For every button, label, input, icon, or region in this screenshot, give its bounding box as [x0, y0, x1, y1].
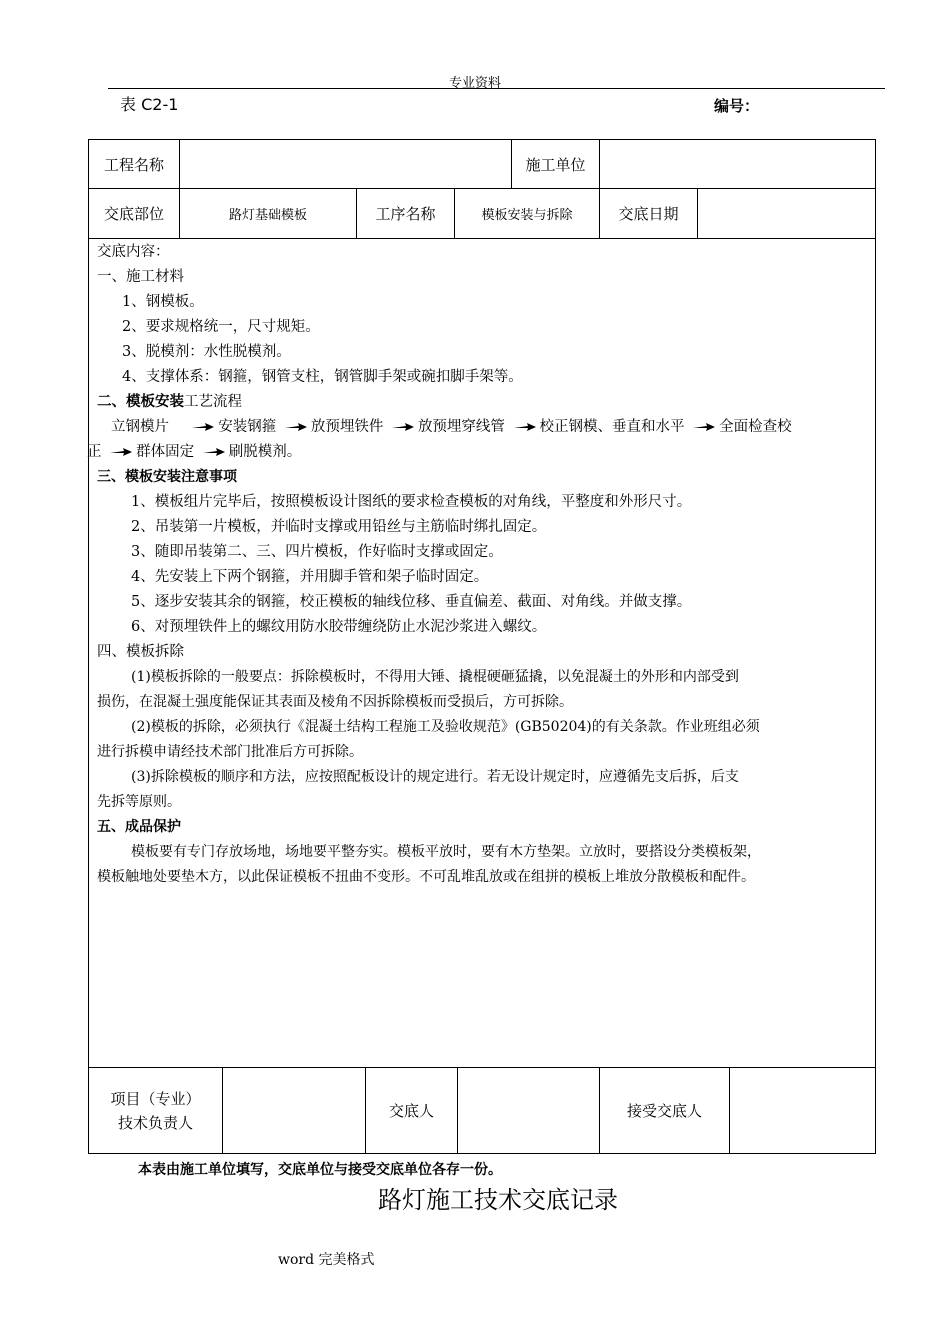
section-3-title: 三、模板安装注意事项 — [97, 469, 237, 485]
flow-step: 立钢模片 — [111, 419, 169, 435]
project-name-label: 工程名称 — [103, 155, 164, 174]
section-4-title: 四、模板拆除 — [97, 644, 184, 660]
flow-arrow-icon — [192, 422, 214, 432]
section-2-title — [89, 390, 883, 415]
flow-step: 放预埋铁件 — [310, 419, 384, 435]
discloser-label: 交底人 — [388, 1102, 434, 1120]
filing-note: 本表由施工单位填写，交底单位与接受交底单位各存一份。 — [138, 1162, 502, 1178]
section-1-title: 一、施工材料 — [97, 269, 184, 285]
removal-paragraph-3-cont: 先拆等原则。 — [97, 794, 181, 810]
serial-number-label: 编号： — [714, 97, 760, 115]
flow-arrow-icon — [693, 422, 715, 432]
section-2-title-rest: 工艺流程 — [184, 394, 242, 410]
flow-arrow-icon — [285, 422, 307, 432]
section-2-title-bold: 二、模板安装 — [97, 394, 184, 410]
flow-arrow-icon — [110, 447, 132, 457]
receiver-signature[interactable] — [730, 1068, 875, 1153]
process-flow-continued — [87, 440, 873, 465]
disclosure-form-table — [88, 139, 876, 1154]
construction-unit-field[interactable] — [600, 140, 875, 188]
flow-arrow-icon — [514, 422, 536, 432]
project-name-field[interactable] — [180, 140, 511, 188]
flow-step: 正 — [87, 444, 102, 460]
flow-step: 安装钢箍 — [218, 419, 277, 435]
flow-step: 刷脱模剂。 — [228, 444, 302, 460]
flow-arrow-icon — [392, 422, 414, 432]
install-note: 2、吊装第一片模板，并临时支撑或用铅丝与主筋临时绑扎固定。 — [131, 519, 547, 535]
construction-unit-label: 施工单位 — [525, 155, 586, 174]
technical-lead-label — [89, 1068, 222, 1153]
technical-lead-label-line1: 项目（专业） — [110, 1089, 201, 1108]
removal-paragraph-2-cont: 进行拆模申请经技术部门批准后方可拆除。 — [97, 744, 363, 760]
page-footer: word 完美格式 — [278, 1252, 375, 1268]
disclosure-date-field[interactable] — [698, 189, 875, 238]
material-item: 1、钢模板。 — [122, 294, 204, 310]
section-5-title: 五、成品保护 — [97, 819, 181, 835]
removal-paragraph-3: (3)拆除模板的顺序和方法，应按照配板设计的规定进行。若无设计规定时，应遵循先支后拆，后支 — [131, 769, 739, 785]
install-note: 5、逐步安装其余的钢箍，校正模板的轴线位移、垂直偏差、截面、对角线。并做支撑。 — [131, 594, 692, 610]
form-id: 表 C2-1 — [120, 95, 179, 114]
header-rule — [108, 88, 885, 89]
flow-step: 校正钢模、垂直和水平 — [539, 419, 685, 435]
removal-paragraph-1-cont: 损伤，在混凝土强度能保证其表面及棱角不因拆除模板而受损后，方可拆除。 — [97, 694, 573, 710]
removal-paragraph-1: (1)模板拆除的一般要点：拆除模板时，不得用大锤、撬棍硬砸猛撬，以免混凝土的外形和内部受到 — [131, 669, 739, 685]
material-item: 3、脱模剂：水性脱模剂。 — [122, 344, 291, 360]
install-note: 4、先安装上下两个钢箍，并用脚手管和架子临时固定。 — [131, 569, 489, 585]
document-title: 路灯施工技术交底记录 — [378, 1186, 618, 1214]
protection-paragraph-cont: 模板触地处要垫木方，以此保证模板不扭曲不变形。不可乱堆乱放或在组拼的模板上堆放分散模板和配件。 — [97, 869, 755, 885]
flow-step: 群体固定 — [136, 444, 195, 460]
removal-paragraph-2: (2)模板的拆除，必须执行《混凝土结构工程施工及验收规范》(GB50204)的有关条款。作业班组必须 — [131, 719, 760, 735]
discloser-signature[interactable] — [458, 1068, 599, 1153]
material-item: 4、支撑体系：钢箍，钢管支柱，钢管脚手架或碗扣脚手架等。 — [122, 369, 523, 385]
flow-step: 全面检查校 — [719, 419, 792, 435]
install-note: 6、对预埋铁件上的螺纹用防水胶带缠绕防止水泥沙浆进入螺纹。 — [131, 619, 547, 635]
material-item: 2、要求规格统一，尺寸规矩。 — [122, 319, 320, 335]
technical-lead-label-line2: 技术负责人 — [117, 1113, 193, 1132]
disclosure-part-label: 交底部位 — [103, 205, 164, 223]
process-name-label: 工序名称 — [375, 205, 436, 223]
row-divider — [89, 238, 875, 239]
technical-lead-signature[interactable] — [223, 1068, 365, 1153]
install-note: 1、模板组片完毕后，按照模板设计图纸的要求检查模板的对角线，平整度和外形尺寸。 — [131, 494, 692, 510]
receiver-label: 接受交底人 — [626, 1102, 702, 1120]
protection-paragraph: 模板要有专门存放场地，场地要平整夯实。模板平放时，要有木方垫架。立放时，要搭设分类模板架， — [131, 844, 761, 860]
disclosure-part-field[interactable]: 路灯基础模板 — [228, 208, 307, 223]
process-name-field[interactable]: 模板安装与拆除 — [481, 208, 573, 223]
install-note: 3、随即吊装第二、三、四片模板，作好临时支撑或固定。 — [131, 544, 503, 560]
flow-step: 放预埋穿线管 — [417, 419, 505, 435]
process-flow — [89, 415, 897, 440]
flow-arrow-icon — [203, 447, 225, 457]
disclosure-date-label: 交底日期 — [618, 205, 679, 223]
content-heading: 交底内容： — [97, 244, 170, 260]
page-header: 专业资料 — [448, 76, 501, 91]
